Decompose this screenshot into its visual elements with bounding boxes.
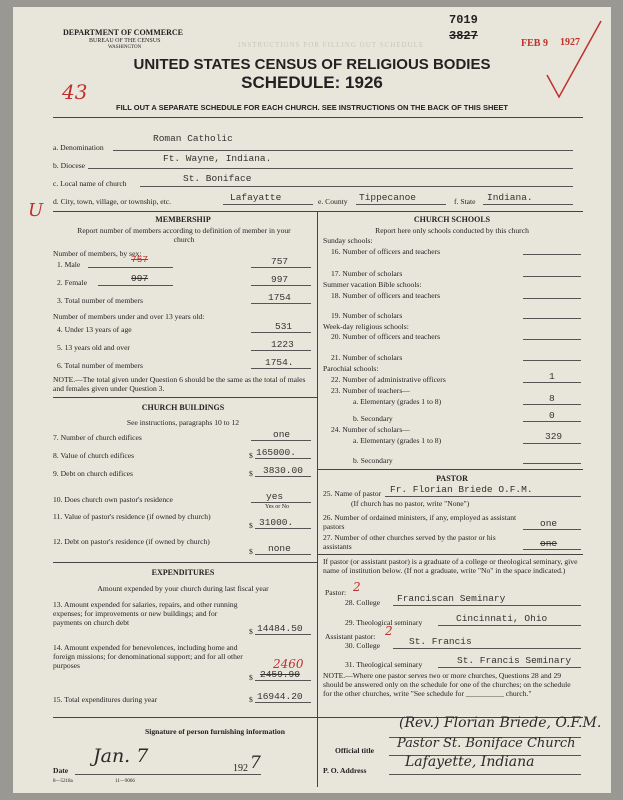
q31-label: 31. Theological seminary bbox=[345, 660, 423, 669]
official-title-label: Official title bbox=[335, 746, 375, 755]
q13-field[interactable]: 14484.50 bbox=[257, 623, 303, 634]
q11-field[interactable]: 31000. bbox=[259, 517, 294, 528]
q14-field[interactable]: 2459.90 bbox=[260, 669, 300, 680]
q2-struck: 997 bbox=[131, 273, 149, 284]
q24b-label: b. Secondary bbox=[353, 456, 393, 465]
q9-label: 9. Debt on church edifices bbox=[53, 469, 133, 478]
assistant-label: Assistant pastor: bbox=[325, 632, 376, 641]
pastor-note: NOTE.—Where one pastor serves two or more churches, Questions 28 and 29 should be answered only on the schedule for one of the churches; on the schedule for the other churches, write "See schedule for __________ church." bbox=[323, 671, 571, 698]
summer-label: Summer vacation Bible schools: bbox=[323, 280, 422, 289]
date-field[interactable]: Jan. 7 bbox=[93, 745, 149, 767]
pastor-check-mark: 2 bbox=[353, 580, 361, 594]
pastor-heading: PASTOR bbox=[436, 474, 468, 483]
schools-heading: CHURCH SCHOOLS bbox=[413, 215, 491, 224]
form-number: 8—5218a bbox=[53, 779, 73, 784]
form-title: UNITED STATES CENSUS OF RELIGIOUS BODIES bbox=[133, 56, 491, 73]
county-field[interactable]: Tippecanoe bbox=[359, 192, 417, 203]
by-sex-label: Number of members, by sex: bbox=[53, 249, 142, 258]
membership-note: NOTE.—The total given under Question 6 should be the same as the total of males and females given under Question 3. bbox=[53, 375, 306, 393]
q28-label: 28. College bbox=[345, 598, 381, 607]
q29-label: 29. Theological seminary bbox=[345, 618, 423, 627]
bureau-label: BUREAU OF THE CENSUS bbox=[89, 38, 161, 44]
diocese-field[interactable]: Ft. Wayne, Indiana. bbox=[163, 153, 272, 164]
q1-label: 1. Male bbox=[57, 260, 81, 269]
q21-label: 21. Number of scholars bbox=[331, 353, 403, 362]
q17-label: 17. Number of scholars bbox=[331, 269, 403, 278]
q24-label: 24. Number of scholars— bbox=[331, 425, 410, 434]
department-label: DEPARTMENT OF COMMERCE bbox=[63, 28, 184, 37]
q14-correction: 2460 bbox=[273, 657, 304, 671]
local-name-label: c. Local name of church bbox=[53, 179, 127, 188]
census-schedule-sheet: DEPARTMENT OF COMMERCE BUREAU OF THE CENSUS WASHINGTON INSTRUCTIONS FOR FILLING OUT SCHEDULE 7019 3827 FEB 9 1927 43 U UNITED STATES CENSUS OF RELIGIOUS BODIES SCHEDULE: 1926 FILL OUT A SEPARATE SCHEDULE FOR EACH CHURCH. SEE INSTRUCTIONS ON THE BACK OF THIS SHEET a. Denomination Roman Catholic b. Diocese Ft. Wayne, Indiana. c. Local name of church St. Boniface d. City, town, village, or township, etc. Lafayatte e. County Tippecanoe f. State Indiana. MEMBERSHIP Report number of members according to definition of member in your church Number of members, by sex: 1. Male 757 757 2. Female 997 997 3. Total number of members 1754 Number of members under and over 13 years old: 4. Under 13 years of age 531 5. 13 years old and over 1223 6. Total number of members 1754. NOTE.—The total given under Question 6 should be the same as the total of males and females given under Question 3. CHURCH BUILDINGS See instructions, paragraphs 10 to 12 7. Number of church edifices one 8. Value of church edifices $ 165000. 9. Debt on church edifices $ 3830.00 10. Does church own pastor's residence yes Yes or No 11. Value of pastor's residence (if owned by church) $ 31000. 12. Debt on pastor's residence (if owned by church) $ none EXPENDITURES Amount expended by your church during last fiscal year 13. Amount expended for salaries, repairs, and other running expenses; for improvements or new buildings; and for payments on church debt $ 14484.50 14. Amount expended for benevolences, including home and foreign missions; for denominational support; and for all other purposes 2460 $ 2459.90 15. Total expenditures during year $ 16944.20 CHURCH SCHOOLS Report here only schools conducted by this church Sunday schools: 16. Number of officers and teachers 17. Number of scholars Summer vacation Bible schools: 18. Number of officers and teachers 19. Number of scholars Week-day religious schools: 20. Number of officers and teachers 21. Number of scholars Parochial schools: 22. Number of administrative officers 1 23. Number of teachers— a. Elementary (grades 1 to 8) 8 b. Secondary 0 24. Number of scholars— a. Elementary (grades 1 to 8) 329 b. Secondary PASTOR 25. Name of pastor Fr. Florian Briede O.F.M. (If church has no pastor, write "None") 26. Number of ordained ministers, if any, employed as assistant pastors one 27. Number of other churches served by the pastor or his assistants one If pastor (or assistant pastor) is a graduate of a college or theological seminary, give name of institution below. (If not a graduate, write "No" in the space indicated.) Pastor: 2 28. College Franciscan Seminary 29. Theological seminary Cincinnati, Ohio Assistant pastor: 2 30. College St. Francis 31. Theological seminary St. Francis Seminary NOTE.—Where one pastor serves two or more churches, Questions 28 and 29 should be answered only on the schedule for one of the churches; on the schedule for the other churches, write "See schedule for __________ church." Signature of person furnishing information (Rev.) Florian Briede, O.F.M. Official title Pastor St. Boniface Church Date Jan. 7 192 7 P. O. Address Lafayette, Indiana 8—5218a 11—9066 bbox=[13, 7, 611, 793]
q3-label: 3. Total number of members bbox=[57, 296, 144, 305]
buildings-intro: See instructions, paragraphs 10 to 12 bbox=[126, 418, 240, 427]
q15-label: 15. Total expenditures during year bbox=[53, 695, 158, 704]
county-label: e. County bbox=[318, 197, 348, 206]
q5-label: 5. 13 years old and over bbox=[57, 343, 130, 352]
q6-field[interactable]: 1754. bbox=[265, 357, 294, 368]
q10-field[interactable]: yes bbox=[266, 491, 284, 502]
q25-field[interactable]: Fr. Florian Briede O.F.M. bbox=[390, 484, 533, 495]
denomination-field[interactable]: Roman Catholic bbox=[153, 133, 233, 144]
assistant-check-mark: 2 bbox=[385, 624, 393, 638]
struck-number: 3827 bbox=[449, 29, 478, 43]
q12-field[interactable]: none bbox=[268, 543, 291, 554]
q7-label: 7. Number of church edifices bbox=[53, 433, 142, 442]
date-label: Date bbox=[53, 766, 69, 775]
state-label: f. State bbox=[454, 197, 476, 206]
q2-field[interactable]: 997 bbox=[271, 274, 289, 285]
q10-hint: Yes or No bbox=[265, 504, 290, 510]
q30-label: 30. College bbox=[345, 641, 381, 650]
q23b-field[interactable]: 0 bbox=[549, 410, 555, 421]
city-field-label: d. City, town, village, or township, etc. bbox=[53, 197, 172, 206]
q26-field[interactable]: one bbox=[540, 518, 558, 529]
pastor-label: Pastor: bbox=[325, 588, 347, 597]
buildings-heading: CHURCH BUILDINGS bbox=[141, 403, 225, 412]
q23-label: 23. Number of teachers— bbox=[331, 386, 410, 395]
q7-field[interactable]: one bbox=[273, 429, 291, 440]
q3-field[interactable]: 1754 bbox=[268, 292, 291, 303]
parochial-label: Parochial schools: bbox=[323, 364, 379, 373]
membership-heading: MEMBERSHIP bbox=[155, 215, 211, 224]
q23a-field[interactable]: 8 bbox=[549, 393, 555, 404]
signature-label: Signature of person furnishing information bbox=[145, 727, 285, 736]
q22-field[interactable]: 1 bbox=[549, 371, 555, 382]
q22-label: 22. Number of administrative officers bbox=[331, 375, 446, 384]
q20-label: 20. Number of officers and teachers bbox=[331, 332, 441, 341]
q23b-label: b. Secondary bbox=[353, 414, 393, 423]
q13-label: 13. Amount expended for salaries, repairs, and other running expenses; for improvements or new buildings; and for payments on church debt bbox=[53, 600, 238, 627]
q14-label: 14. Amount expended for benevolences, including home and foreign missions; for denominational support; and for all other purposes bbox=[53, 643, 243, 670]
expenditures-intro: Amount expended by your church during last fiscal year bbox=[97, 584, 269, 593]
form-subtitle: SCHEDULE: 1926 bbox=[241, 73, 383, 92]
date-stamp-year: 1927 bbox=[560, 37, 580, 48]
po-address-label: P. O. Address bbox=[323, 766, 367, 775]
q24a-field[interactable]: 329 bbox=[545, 431, 563, 442]
q12-label: 12. Debt on pastor's residence (if owned by church) bbox=[53, 537, 210, 546]
sunday-label: Sunday schools: bbox=[323, 236, 373, 245]
q2-label: 2. Female bbox=[57, 278, 87, 287]
q4-field[interactable]: 531 bbox=[275, 321, 293, 332]
year-prefix: 192 bbox=[233, 763, 248, 774]
q6-label: 6. Total number of members bbox=[57, 361, 144, 370]
state-field[interactable]: Indiana. bbox=[487, 192, 533, 203]
q27-field[interactable]: one bbox=[540, 538, 558, 549]
age-intro: Number of members under and over 13 years old: bbox=[53, 312, 205, 321]
q18-label: 18. Number of officers and teachers bbox=[331, 291, 441, 300]
weekday-label: Week-day religious schools: bbox=[323, 322, 409, 331]
q23a-label: a. Elementary (grades 1 to 8) bbox=[353, 397, 442, 406]
q19-label: 19. Number of scholars bbox=[331, 311, 403, 320]
denomination-label: a. Denomination bbox=[53, 143, 104, 152]
faint-heading: INSTRUCTIONS FOR FILLING OUT SCHEDULE bbox=[238, 41, 425, 49]
q24a-label: a. Elementary (grades 1 to 8) bbox=[353, 436, 442, 445]
q5-field[interactable]: 1223 bbox=[271, 339, 294, 350]
q10-label: 10. Does church own pastor's residence bbox=[53, 495, 173, 504]
stamp-number: 7019 bbox=[449, 13, 478, 27]
q30-field[interactable]: St. Francis bbox=[409, 636, 472, 647]
q15-field[interactable]: 16944.20 bbox=[257, 691, 303, 702]
q28-field[interactable]: Franciscan Seminary bbox=[397, 593, 506, 604]
city-label: WASHINGTON bbox=[108, 45, 142, 50]
q26-label: 26. Number of ordained ministers, if any, employed as assistant pastors bbox=[323, 513, 517, 531]
q11-label: 11. Value of pastor's residence (if owned by church) bbox=[53, 512, 211, 521]
year-field[interactable]: 7 bbox=[250, 753, 261, 773]
po-address-field[interactable]: Lafayette, Indiana bbox=[405, 754, 535, 770]
schools-intro: Report here only schools conducted by this church bbox=[375, 226, 529, 235]
q9-field[interactable]: 3830.00 bbox=[263, 465, 303, 476]
q8-label: 8. Value of church edifices bbox=[53, 451, 135, 460]
local-name-field[interactable]: St. Boniface bbox=[183, 173, 252, 184]
q31-field[interactable]: St. Francis Seminary bbox=[457, 655, 572, 666]
college-note: If pastor (or assistant pastor) is a graduate of a college or theological seminary, give name of institution below. (If not a graduate, write "No" in the space indicated.) bbox=[323, 557, 578, 575]
q25-hint: (If church has no pastor, write "None") bbox=[351, 499, 470, 508]
q1-struck: 757 bbox=[131, 254, 149, 265]
q27-label: 27. Number of other churches served by the pastor or his assistants bbox=[323, 533, 496, 551]
diocese-label: b. Diocese bbox=[53, 161, 86, 170]
city-field[interactable]: Lafayatte bbox=[230, 192, 282, 203]
signature-field[interactable]: (Rev.) Florian Briede, O.F.M. bbox=[399, 715, 602, 731]
date-stamp-month: FEB 9 bbox=[521, 38, 548, 49]
print-number: 11—9066 bbox=[115, 779, 135, 784]
q4-label: 4. Under 13 years of age bbox=[57, 325, 132, 334]
q16-label: 16. Number of officers and teachers bbox=[331, 247, 441, 256]
q1-field[interactable]: 757 bbox=[271, 256, 289, 267]
membership-intro: Report number of members according to definition of member in your church bbox=[77, 226, 291, 244]
q29-field[interactable]: Cincinnati, Ohio bbox=[456, 613, 548, 624]
q25-label: 25. Name of pastor bbox=[323, 489, 382, 498]
expenditures-heading: EXPENDITURES bbox=[151, 568, 215, 577]
red-handwritten-number: 43 bbox=[62, 80, 88, 104]
form-instruction: FILL OUT A SEPARATE SCHEDULE FOR EACH CHURCH. SEE INSTRUCTIONS ON THE BACK OF THIS SHEET bbox=[116, 103, 508, 112]
q8-field[interactable]: 165000. bbox=[256, 447, 296, 458]
red-handwritten-mark: U bbox=[28, 200, 44, 221]
official-title-field[interactable]: Pastor St. Boniface Church bbox=[397, 736, 576, 751]
